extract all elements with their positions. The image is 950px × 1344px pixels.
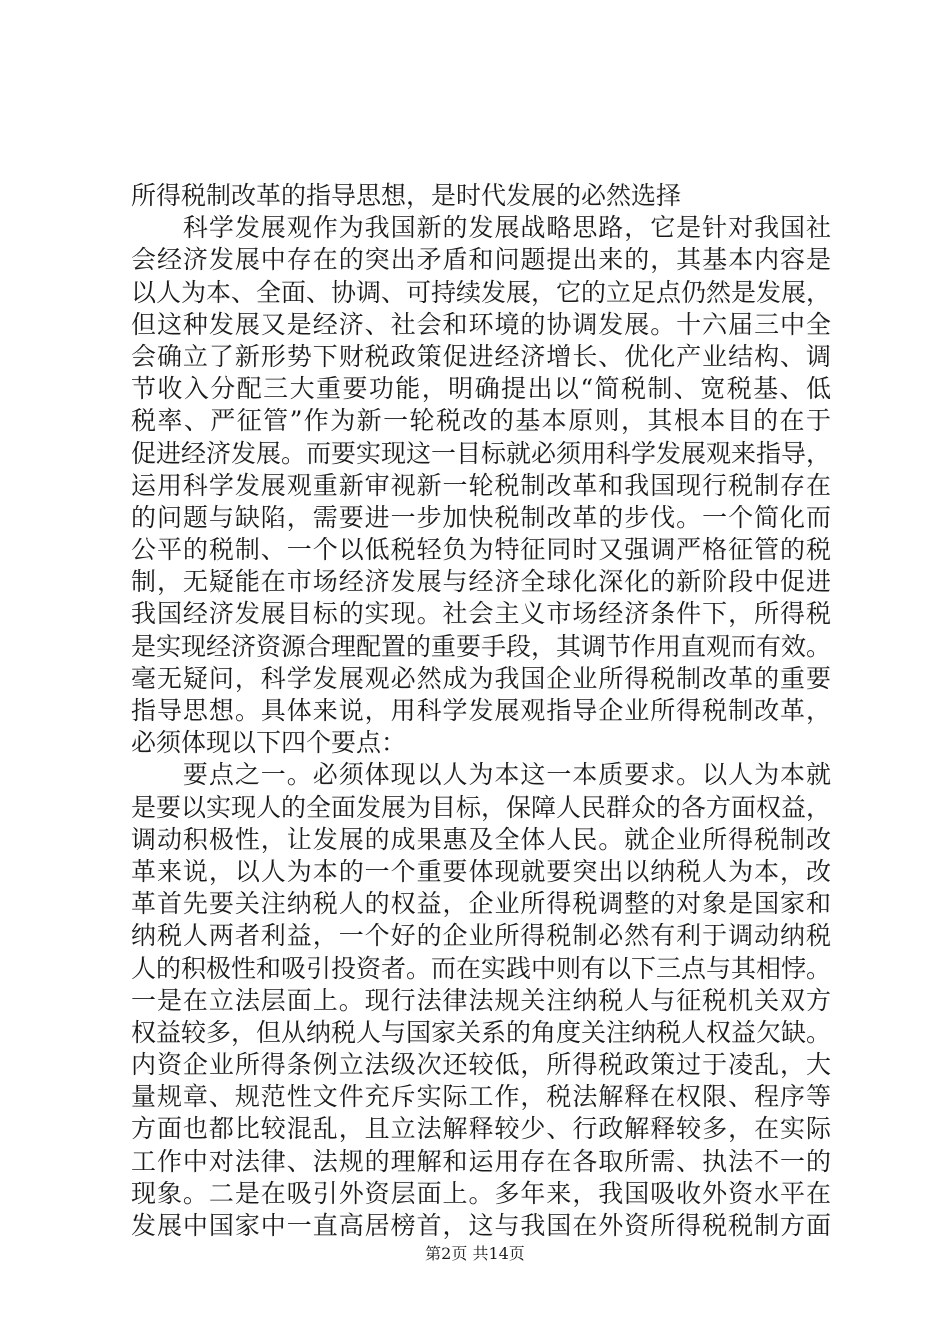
text-line: 量规章、规范性文件充斥实际工作，税法解释在权限、程序等 xyxy=(131,1082,831,1112)
text-line: 革来说，以人为本的一个重要体现就要突出以纳税人为本，改 xyxy=(131,856,831,886)
document-body xyxy=(131,180,831,1242)
text-line: 一是在立法层面上。现行法律法规关注纳税人与征税机关双方 xyxy=(131,985,831,1015)
text-line: 纳税人两者利益，一个好的企业所得税制必然有利于调动纳税 xyxy=(131,921,831,951)
text-line: 会确立了新形势下财税政策促进经济增长、优化产业结构、调 xyxy=(131,341,831,371)
text-line: 制，无疑能在市场经济发展与经济全球化深化的新阶段中促进 xyxy=(131,567,831,597)
page-footer: 第2页 共14页 xyxy=(425,1244,525,1263)
text-line: 以人为本、全面、协调、可持续发展，它的立足点仍然是发展， xyxy=(131,277,831,307)
text-line: 的问题与缺陷，需要进一步加快税制改革的步伐。一个简化而 xyxy=(131,502,831,532)
text-line: 我国经济发展目标的实现。社会主义市场经济条件下，所得税 xyxy=(131,599,831,629)
text-line: 税率、严征管”作为新一轮税改的基本原则，其根本目的在于 xyxy=(131,406,831,436)
text-line: 内资企业所得条例立法级次还较低，所得税政策过于凌乱，大 xyxy=(131,1050,831,1080)
text-line: 发展中国家中一直高居榜首，这与我国在外资所得税税制方面 xyxy=(131,1211,831,1240)
text-line: 所得税制改革的指导思想，是时代发展的必然选择 xyxy=(131,181,682,210)
text-line: 科学发展观作为我国新的发展战略思路，它是针对我国社 xyxy=(131,213,831,243)
text-line: 是实现经济资源合理配置的重要手段，其调节作用直观而有效。 xyxy=(131,631,831,661)
text-line: 人的积极性和吸引投资者。而在实践中则有以下三点与其相悖。 xyxy=(131,953,831,983)
text-line: 方面也都比较混乱，且立法解释较少、行政解释较多，在实际 xyxy=(131,1114,831,1144)
text-line: 要点之一。必须体现以人为本这一本质要求。以人为本就 xyxy=(131,760,831,790)
text-line: 指导思想。具体来说，用科学发展观指导企业所得税制改革， xyxy=(131,696,831,725)
text-line: 调动积极性，让发展的成果惠及全体人民。就企业所得税制改 xyxy=(131,824,831,854)
text-line: 是要以实现人的全面发展为目标，保障人民群众的各方面权益， xyxy=(131,792,831,822)
text-line: 公平的税制、一个以低税轻负为特征同时又强调严格征管的税 xyxy=(131,535,831,565)
text-line: 节收入分配三大重要功能，明确提出以“简税制、宽税基、低 xyxy=(131,374,831,404)
text-line: 促进经济发展。而要实现这一目标就必须用科学发展观来指导， xyxy=(131,438,831,468)
text-line: 工作中对法律、法规的理解和运用存在各取所需、执法不一的 xyxy=(131,1146,831,1176)
text-line: 革首先要关注纳税人的权益，企业所得税调整的对象是国家和 xyxy=(131,889,831,919)
text-line: 会经济发展中存在的突出矛盾和问题提出来的，其基本内容是 xyxy=(131,245,831,275)
text-line: 必须体现以下四个要点： xyxy=(131,728,407,758)
text-line: 现象。二是在吸引外资层面上。多年来，我国吸收外资水平在 xyxy=(131,1178,831,1208)
text-line: 但这种发展又是经济、社会和环境的协调发展。十六届三中全 xyxy=(131,309,831,339)
text-line: 权益较多，但从纳税人与国家关系的角度关注纳税人权益欠缺。 xyxy=(131,1017,831,1047)
text-line: 毫无疑问，科学发展观必然成为我国企业所得税制改革的重要 xyxy=(131,663,831,693)
text-line: 运用科学发展观重新审视新一轮税制改革和我国现行税制存在 xyxy=(131,470,831,500)
